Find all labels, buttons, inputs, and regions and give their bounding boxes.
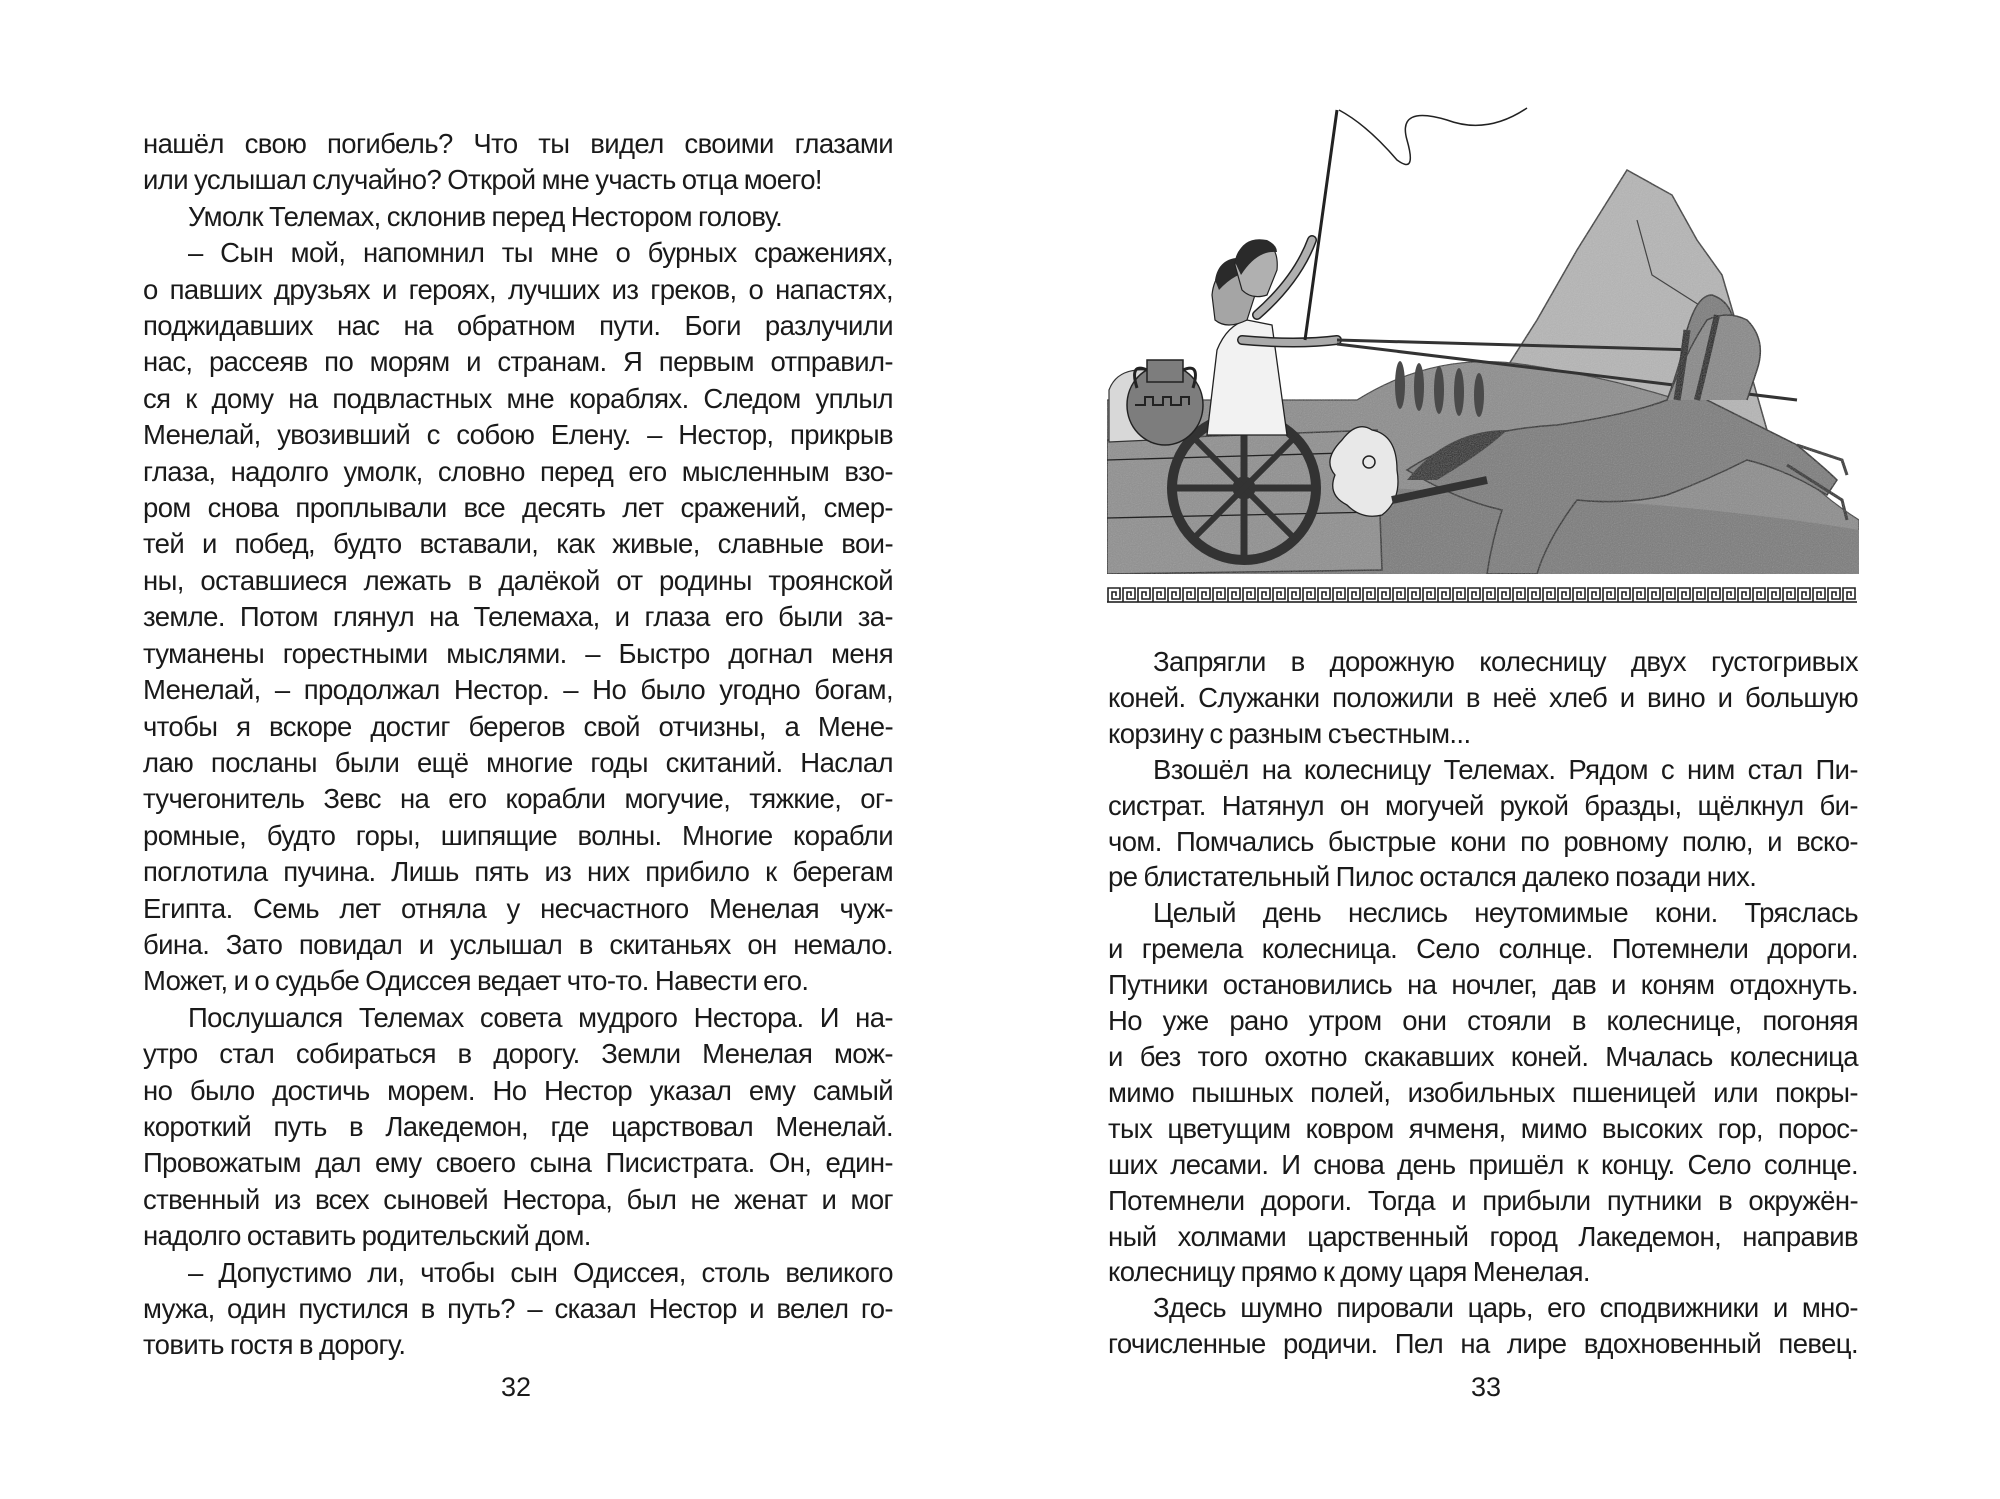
text-line: мужа, один пустился в путь? – сказал Нестор и велел го- bbox=[143, 1293, 893, 1324]
text-line: коней. Служанки положили в неё хлеб и вино и большую bbox=[1108, 681, 1858, 713]
text-line: поджидавших нас на обратном пути. Боги разлучили bbox=[143, 310, 893, 342]
text-line: чом. Помчались быстрые кони по ровному полю, и вско- bbox=[1108, 825, 1858, 857]
greek-key-border bbox=[1107, 587, 1857, 603]
text-line: Взошёл на колесницу Телемах. Рядом с ним стал Пи- bbox=[1153, 753, 1858, 785]
text-line: колесницу прямо к дому царя Менелая. bbox=[1108, 1256, 1590, 1288]
text-line: о павших друзьях и героях, лучших из греков, о напастях, bbox=[143, 273, 893, 305]
text-line: ся к дому на подвластных мне кораблях. Следом уплыл bbox=[143, 382, 893, 414]
text-line: мимо пышных полей, изобильных пшеницей или покры- bbox=[1108, 1076, 1858, 1108]
text-line: корзину с разным съестным... bbox=[1108, 717, 1471, 749]
text-line: тучегонитель Зевс на его корабли могучие, тяжкие, ог- bbox=[143, 783, 893, 815]
text-line: Египта. Семь лет отняла у несчастного Менелая чуж- bbox=[143, 892, 893, 924]
text-line: Может, и о судьбе Одиссея ведает что-то. Навести его. bbox=[143, 965, 809, 997]
text-line: Но уже рано утром они стояли в колеснице, погоняя bbox=[1108, 1005, 1858, 1037]
left-page-text bbox=[143, 126, 893, 1364]
right-page-text bbox=[1108, 644, 1858, 1362]
text-line: Менелай, увозивший с собою Елену. – Нестор, прикрыв bbox=[143, 419, 893, 451]
text-line: Здесь шумно пировали царь, его сподвижники и мно- bbox=[1153, 1292, 1858, 1324]
text-line: ром снова проплывали все десять лет сражений, смер- bbox=[143, 492, 893, 524]
chariot-wheel bbox=[1172, 416, 1316, 560]
text-line: туманены горестными мыслями. – Быстро догнал меня bbox=[143, 637, 893, 669]
text-line: Послушался Телемах совета мудрого Нестора. И на- bbox=[188, 1001, 893, 1033]
text-line: ших лесами. И снова день пришёл к концу. Село солнце. bbox=[1108, 1148, 1858, 1180]
right-page bbox=[1000, 0, 2000, 1499]
text-line: бина. Зато повидал и услышал в скитаньях он немало. bbox=[143, 928, 893, 960]
text-line: гочисленные родичи. Пел на лире вдохновенный певец. bbox=[1108, 1328, 1858, 1360]
text-line: Запрягли в дорожную колесницу двух густогривых bbox=[1153, 646, 1858, 677]
whip bbox=[1305, 108, 1527, 340]
text-line: но было достичь морем. Но Нестор указал ему самый bbox=[143, 1074, 893, 1106]
text-line: чтобы я вскоре достиг берегов свой отчизны, а Мене- bbox=[143, 710, 893, 742]
text-line: и без того охотно скакавших коней. Мчалась колесница bbox=[1108, 1040, 1858, 1072]
text-line: Провожатым дал ему своего сына Писистрата. Он, един- bbox=[143, 1147, 893, 1179]
text-line: и гремела колесница. Село солнце. Потемнели дороги. bbox=[1108, 933, 1858, 965]
text-line: или услышал случайно? Открой мне участь отца моего! bbox=[143, 164, 822, 196]
text-line: ный холмами царственный город Лакедемон, направив bbox=[1108, 1220, 1858, 1252]
text-line: ственный из всех сыновей Нестора, был не женат и мог bbox=[143, 1183, 893, 1215]
page-number-right: 33 bbox=[1470, 1372, 1502, 1402]
text-line: Умолк Телемах, склонив перед Нестором голову. bbox=[188, 200, 783, 232]
text-line: тей и побед, будто вставали, как живые, славные вои- bbox=[143, 528, 893, 560]
text-line: лаю посланы были ещё многие годы скитаний. Наслал bbox=[143, 746, 893, 778]
text-line: поглотила пучина. Лишь пять из них прибило к берегам bbox=[143, 856, 893, 888]
text-line: тых цветущим ковром ячменя, мимо высоких гор, порос- bbox=[1108, 1112, 1858, 1144]
text-line: земле. Потом глянул на Телемаха, и глаза его были за- bbox=[143, 601, 893, 633]
text-line: ромные, будто горы, шипящие волны. Многие корабли bbox=[143, 819, 893, 851]
text-line: систрат. Натянул он могучей рукой бразды, щёлкнул би- bbox=[1108, 789, 1858, 821]
text-line: ны, оставшиеся лежать в далёкой от родины троянской bbox=[143, 564, 893, 596]
text-line: Целый день неслись неутомимые кони. Тряслась bbox=[1153, 897, 1858, 929]
text-line: – Допустимо ли, чтобы сын Одиссея, столь великого bbox=[188, 1256, 893, 1288]
chariot-illustration bbox=[1107, 100, 1859, 574]
text-line: нашёл свою погибель? Что ты видел своими глазами bbox=[143, 128, 893, 159]
text-line: товить гостя в дорогу. bbox=[143, 1329, 406, 1361]
text-line: – Сын мой, напомнил ты мне о бурных сражениях, bbox=[188, 237, 893, 269]
text-line: Потемнели дороги. Тогда и прибыли путники в окружён- bbox=[1108, 1184, 1858, 1216]
page-number-left: 32 bbox=[500, 1372, 532, 1402]
text-line: короткий путь в Лакедемон, где царствовал Менелай. bbox=[143, 1110, 893, 1142]
text-line: глаза, надолго умолк, словно перед его мысленным взо- bbox=[143, 455, 893, 487]
text-line: Менелай, – продолжал Нестор. – Но было угодно богам, bbox=[143, 674, 893, 706]
text-line: ре блистательный Пилос остался далеко позади них. bbox=[1108, 861, 1757, 893]
text-line: Путники остановились на ночлег, дав и коням отдохнуть. bbox=[1108, 969, 1858, 1001]
text-line: нас, рассеяв по морям и странам. Я первым отправил- bbox=[143, 346, 893, 378]
text-line: утро стал собираться в дорогу. Земли Менелая мож- bbox=[143, 1038, 893, 1070]
text-line: надолго оставить родительский дом. bbox=[143, 1220, 591, 1252]
